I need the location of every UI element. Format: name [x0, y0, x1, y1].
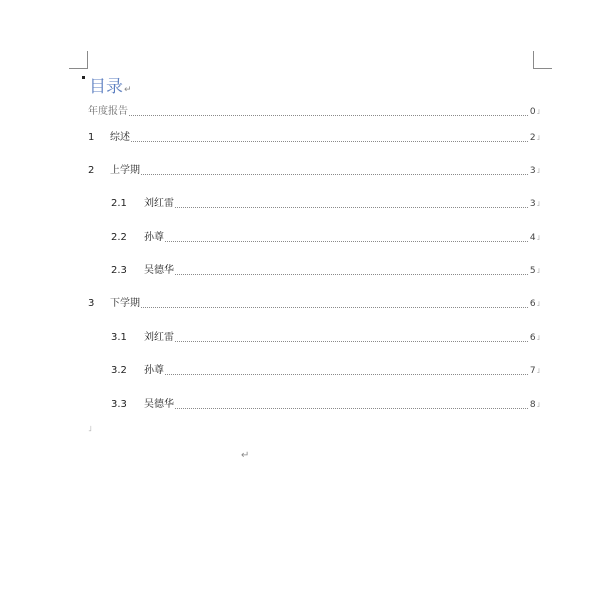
paragraph-mark: ˩: [536, 367, 540, 375]
paragraph-mark: ˩: [536, 267, 540, 275]
toc-entry-page: 6: [529, 333, 536, 343]
toc-entry-page: 3: [529, 199, 536, 209]
toc-entry-label: 刘红雷: [144, 198, 174, 209]
dot-leader: [165, 241, 528, 242]
toc-entry-page: 4: [529, 233, 536, 243]
toc-entry[interactable]: [88, 130, 540, 144]
toc-entry-label: 吴德华: [144, 399, 174, 410]
toc-entry-number: 2.3: [111, 265, 127, 276]
paragraph-mark: ˩: [536, 401, 540, 409]
toc-entry-number: 3.3: [111, 399, 127, 410]
dot-leader: [141, 174, 528, 175]
dot-leader: [165, 374, 528, 375]
toc-entry-number: 3.1: [111, 332, 127, 343]
toc-entry-label: 吴德华: [144, 265, 174, 276]
toc-entry[interactable]: [111, 196, 540, 210]
paragraph-mark: ˩: [536, 167, 540, 175]
toc-entry-label: 孙尊: [144, 365, 164, 376]
toc-title-text: 目录: [89, 77, 123, 97]
toc-entry-number: 2.2: [111, 232, 127, 243]
toc-entry-annual-report[interactable]: [88, 104, 540, 118]
toc-entry-page: 2: [529, 133, 536, 143]
toc-entry-label: 综述: [110, 132, 130, 143]
toc-entry-page: 5: [529, 266, 536, 276]
toc-entry[interactable]: [111, 263, 540, 277]
dot-leader: [175, 207, 528, 208]
toc-entry[interactable]: [111, 363, 540, 377]
toc-entry-label: 下学期: [110, 298, 140, 309]
paragraph-mark: ˩: [536, 108, 540, 116]
paragraph-mark: ˩: [536, 234, 540, 242]
toc-entry-label: 上学期: [110, 165, 140, 176]
toc-entry[interactable]: [111, 397, 540, 411]
toc-entry-page: 7: [529, 366, 536, 376]
dot-leader: [175, 341, 528, 342]
paragraph-mark: ˩: [536, 334, 540, 342]
toc-entry-label: 年度报告: [88, 106, 128, 117]
toc-entry-page: 6: [529, 299, 536, 309]
toc-entry-label: 孙尊: [144, 232, 164, 243]
toc-entry-number: 2.1: [111, 198, 127, 209]
dot-leader: [141, 307, 528, 308]
dot-leader: [131, 141, 528, 142]
paragraph-mark: ˩: [536, 300, 540, 308]
toc-entry-page: 3: [529, 166, 536, 176]
paragraph-mark: ˩: [536, 134, 540, 142]
toc-entry[interactable]: [88, 163, 540, 177]
toc-entry[interactable]: [111, 330, 540, 344]
return-mark: ↵: [241, 450, 250, 461]
toc-entry-number: 3.2: [111, 365, 127, 376]
dot-leader: [175, 274, 528, 275]
toc-entry-number: 3: [88, 298, 95, 309]
toc-entry-page: 0: [529, 107, 536, 117]
return-mark: ↵: [124, 85, 132, 95]
dot-leader: [129, 115, 528, 116]
toc-entry-number: 1: [88, 132, 95, 143]
dot-leader: [175, 408, 528, 409]
toc-entry[interactable]: [88, 296, 540, 310]
toc-entry-label: 刘红雷: [144, 332, 174, 343]
toc-entry-page: 8: [529, 400, 536, 410]
toc-entry[interactable]: [111, 230, 540, 244]
paragraph-mark: ˩: [88, 424, 92, 433]
paragraph-mark: ˩: [536, 200, 540, 208]
toc-entry-number: 2: [88, 165, 95, 176]
